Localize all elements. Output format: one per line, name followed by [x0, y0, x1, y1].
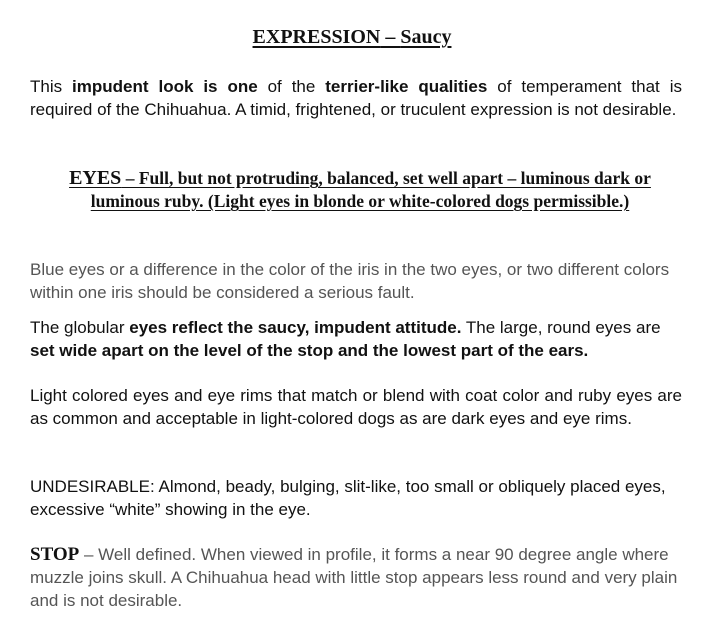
- bold-run: terrier-like qualities: [325, 77, 488, 96]
- text-run: The large, round eyes are: [461, 318, 661, 337]
- bold-run: eyes reflect the saucy, impudent attitude.: [129, 318, 462, 337]
- text-run: of the: [257, 77, 326, 96]
- bold-run: set wide apart on the level of the stop and the lowest part of the ears.: [30, 341, 589, 360]
- stop-text: – Well defined. When viewed in profile, it forms a near 90 degree angle where muzzle joins skull. A Chihuahua head with little stop appears less round and very plain and is not desirable.: [30, 545, 678, 610]
- stop-label: STOP: [30, 544, 80, 565]
- eyes-attitude-paragraph: [30, 316, 682, 362]
- text-run: of temperament that is required of the Chihuahua. A timid, frightened, or truculent expression is not desirable.: [30, 77, 682, 119]
- text-run: The globular: [30, 318, 130, 337]
- expression-heading: [0, 24, 704, 50]
- eyes-label: EYES: [69, 167, 122, 189]
- stop-paragraph: [30, 543, 682, 612]
- eyes-fault-paragraph: Blue eyes or a difference in the color of the iris in the two eyes, or two different colors within one iris should be considered a serious fault.: [30, 260, 670, 302]
- eyes-undesirable-paragraph: UNDESIRABLE: Almond, beady, bulging, slit-like, too small or obliquely placed eyes, excessive “white” showing in the eye.: [30, 477, 666, 519]
- expression-value: Saucy: [400, 26, 452, 48]
- expression-dash: –: [380, 26, 401, 48]
- eyes-heading-text: – Full, but not protruding, balanced, set well apart – luminous dark or luminous ruby. (Light eyes in blonde or white-colored dogs permissible.): [90, 168, 651, 211]
- text-run: This: [30, 77, 73, 96]
- bold-run: impudent look is one: [72, 77, 258, 96]
- eyes-color-paragraph: Light colored eyes and eye rims that match or blend with coat color and ruby eyes are as common and acceptable in light-colored dogs as are dark eyes and eye rims.: [30, 386, 682, 428]
- expression-paragraph: [30, 75, 682, 121]
- expression-label: EXPRESSION: [252, 26, 381, 48]
- eyes-heading: [60, 167, 660, 213]
